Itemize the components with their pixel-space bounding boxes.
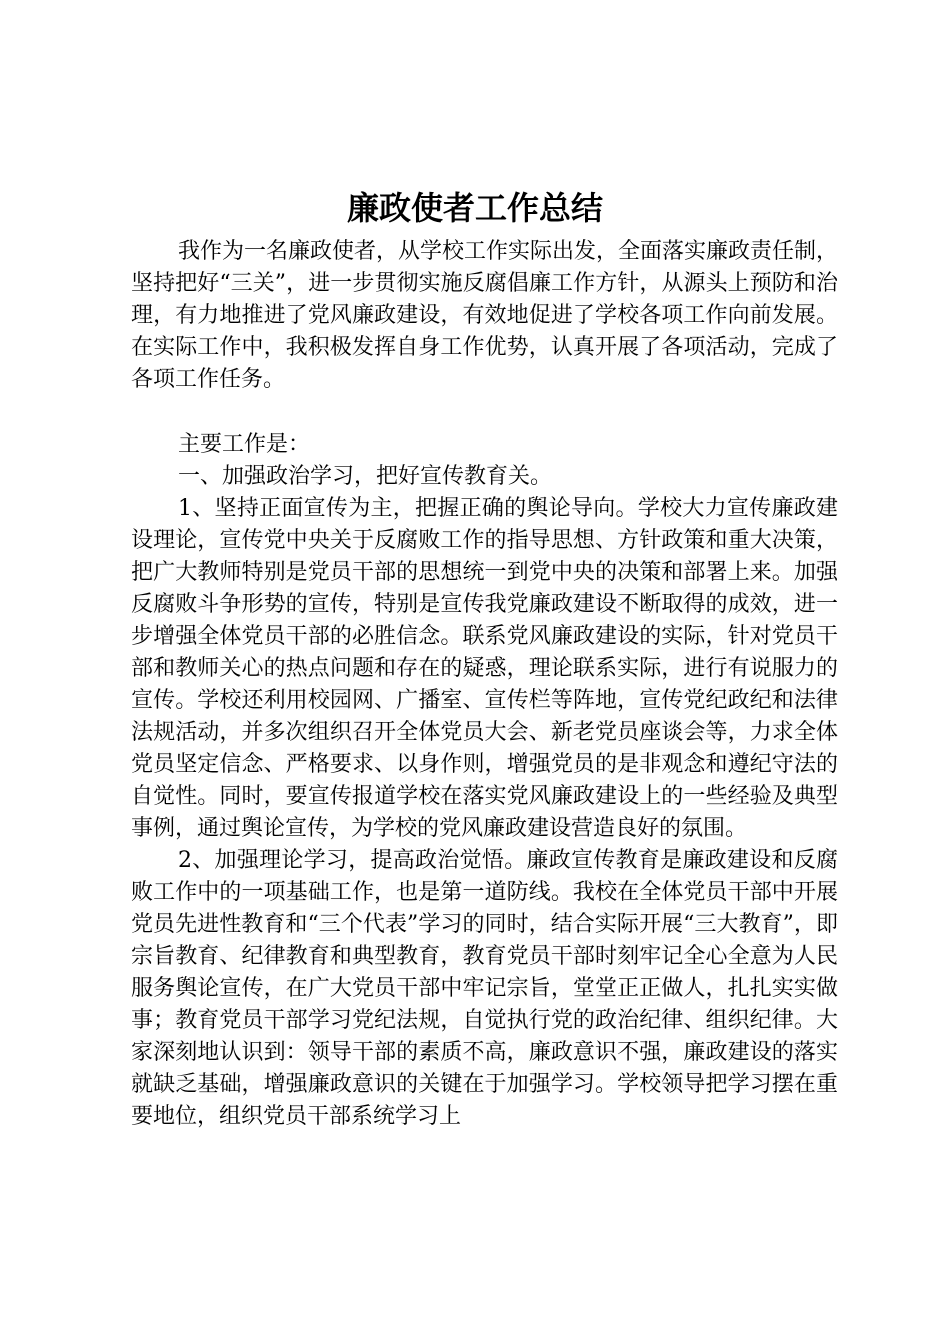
document-title: 廉政使者工作总结 (346, 189, 603, 227)
body-paragraph-1: 1、坚持正面宣传为主，把握正确的舆论导向。学校大力宣传廉政建设理论，宣传党中央关于反腐败工作的指导思想、方针政策和重大决策，把广大教师特别是党员干部的思想统一到党中央的决策和部署上来。加强反腐败斗争形势的宣传，特别是宣传我党廉政建设不断取得的成效，进一步增强全体党员干部的必胜信念。联系党风廉政建设的实际，针对党员干部和教师关心的热点问题和存在的疑惑，理论联系实际，进行有说服力的宣传。学校还利用校园网、广播室、宣传栏等阵地，宣传党纪政纪和法律法规活动，并多次组织召开全体党员大会、新老党员座谈会等，力求全体党员坚定信念、严格要求、以身作则，增强党员的是非观念和遵纪守法的自觉性。同时，要宣传报道学校在落实党风廉政建设上的一些经验及典型事例，通过舆论宣传，为学校的党风廉政建设营造良好的氛围。 (131, 496, 838, 841)
main-work-label: 主要工作是： (178, 432, 311, 457)
document-body (131, 236, 838, 1133)
paragraph-spacer (131, 396, 838, 429)
intro-paragraph: 我作为一名廉政使者，从学校工作实际出发，全面落实廉政责任制，坚持把好“三关”，进一步贯彻实施反腐倡廉工作方针，从源头上预防和治理，有力地推进了党风廉政建设，有效地促进了学校各项工作向前发展。在实际工作中，我积极发挥自身工作优势，认真开展了各项活动，完成了各项工作任务。 (131, 239, 839, 392)
section-heading-1: 一、加强政治学习，把好宣传教育关。 (178, 464, 553, 489)
body-paragraph-2: 2、加强理论学习，提高政治觉悟。廉政宣传教育是廉政建设和反腐败工作中的一项基础工作，也是第一道防线。我校在全体党员干部中开展党员先进性教育和“三个代表”学习的同时，结合实际开展“三大教育”，即宗旨教育、纪律教育和典型教育，教育党员干部时刻牢记全心全意为人民服务舆论宣传，在广大党员干部中牢记宗旨，堂堂正正做人，扎扎实实做事；教育党员干部学习党纪法规，自觉执行党的政治纪律、组织纪律。大家深刻地认识到：领导干部的素质不高，廉政意识不强，廉政建设的落实就缺乏基础，增强廉政意识的关键在于加强学习。学校领导把学习摆在重要地位，组织党员干部系统学习上 (131, 848, 838, 1129)
